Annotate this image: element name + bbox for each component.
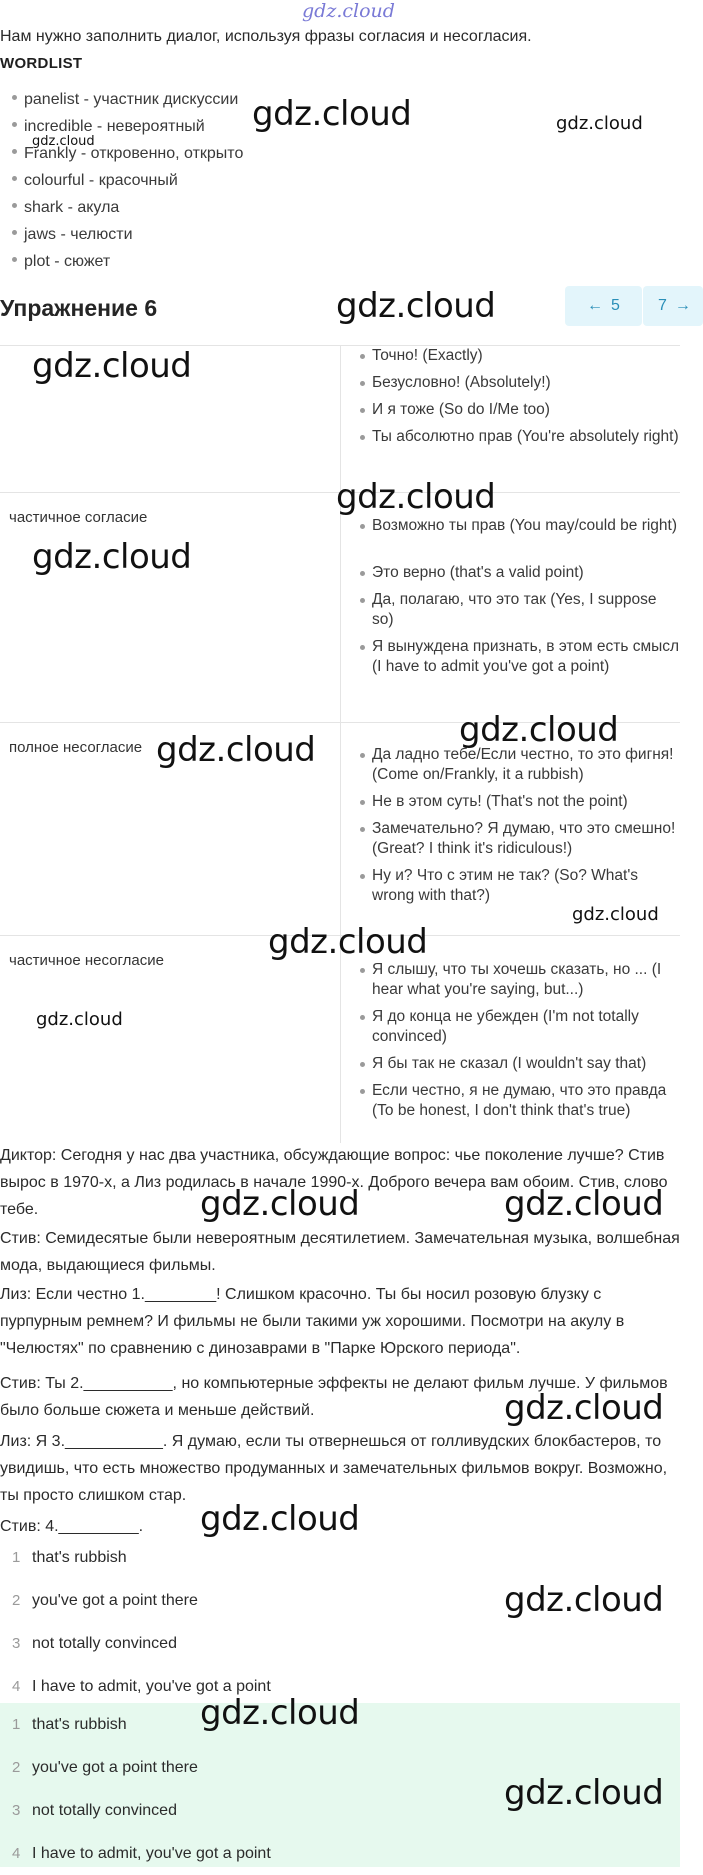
table-row [0,493,680,723]
watermark: gdz.cloud [32,346,192,386]
watermark: gdz.cloud [504,1388,664,1428]
dialog-line: Диктор: Сегодня у нас два участника, обсуждающие вопрос: чье поколение лучше? Стив вырос в 1970-х, а Лиз родилась в начале 1990-х. Доброго вечера вам обоим. Стив, слово тебе. [0,1147,668,1218]
wordlist-item: colourful - красочный [12,172,178,190]
watermark: gdz.cloud [252,94,412,134]
answer-text: you've got a point there [32,1758,198,1776]
wordlist-item: incredible - невероятный [12,118,205,136]
dialog-line: Лиз: Если честно 1.________! Слишком красочно. Ты бы носил розовую блузку с пурпурным ремнем? И фильмы не были такими уж хорошими. Посмотри на акулу в "Челюстях" по сравнению с динозаврами в "Парке Юрского периода". [0,1286,625,1357]
bullet-icon [12,176,17,181]
wordlist-item: Frankly - откровенно, открыто [12,145,243,163]
answer-number: 2 [12,1759,21,1776]
category-label: частичное несогласие [9,952,164,969]
phrase-item: Замечательно? Я думаю, что это смешно! (Great? I think it's ridiculous!) [360,819,680,859]
phrase-item: Я слышу, что ты хочешь сказать, но ... (I hear what you're saying, but...) [360,960,680,1000]
answer-text: not totally convinced [32,1801,177,1819]
watermark: gdz.cloud [459,710,619,750]
watermark: gdz.cloud [504,1184,664,1224]
wordlist-item: jaws - челюсти [12,226,133,244]
watermark: gdz.cloud [336,286,496,326]
option-text: I have to admit, you've got a point [32,1677,271,1695]
wordlist-item: panelist - участник дискуссии [12,91,238,109]
phrase-item: Безусловно! (Absolutely!) [360,373,680,393]
category-label: полное несогласие [9,739,143,756]
next-exercise-button[interactable] [643,286,703,326]
category-label: частичное согласие [9,509,148,526]
phrase-item: Я до конца не убежден (I'm not totally convinced) [360,1007,680,1047]
answer-text: I have to admit, you've got a point [32,1844,271,1862]
answer-number: 4 [12,1845,21,1862]
watermark: gdz.cloud [200,1693,360,1733]
wordlist-heading: WORDLIST [0,55,83,72]
option-text: that's rubbish [32,1548,127,1566]
answer-item [0,1832,680,1875]
watermark: gdz.cloud [556,113,643,134]
bullet-icon [12,95,17,100]
watermark: gdz.cloud [504,1580,664,1620]
dialog-line: Стив: 4._________. [0,1518,144,1535]
dialog-line: Лиз: Я 3.___________. Я думаю, если ты отвернешься от голливудских блокбастеров, то увидишь, что есть множество продуманных и замечательных фильмов вокруг. Возможно, ты просто слишком стар. [0,1433,668,1504]
watermark: gdz.cloud [200,1499,360,1539]
phrase-item: Не в этом суть! (That's not the point) [360,792,680,812]
phrase-item: Если честно, я не думаю, что это правда (To be honest, I don't think that's true) [360,1081,680,1121]
phrase-item: И я тоже (So do I/Me too) [360,400,680,420]
answer-number: 1 [12,1716,21,1733]
option-number: 3 [12,1635,21,1652]
option-number: 1 [12,1549,21,1566]
bullet-icon [12,257,17,262]
watermark: gdz.cloud [572,904,659,925]
watermark: gdz.cloud [32,537,192,577]
dialog-line: Стив: Ты 2.__________, но компьютерные эффекты не делают фильм лучше. У фильмов было больше сюжета и меньше действий. [0,1375,668,1419]
phrase-item: Точно! (Exactly) [360,346,680,366]
bullet-icon [12,230,17,235]
watermark: gdz.cloud [504,1773,664,1813]
phrase-item: Ты абсолютно прав (You're absolutely right) [360,427,680,447]
task-intro: Нам нужно заполнить диалог, используя фразы согласия и несогласия. [0,28,532,45]
option-text: you've got a point there [32,1591,198,1609]
phrase-item: Возможно ты прав (You may/could be right) [360,516,680,536]
bullet-icon [12,203,17,208]
watermark: gdz.cloud [32,134,95,149]
watermark: gdz.cloud [268,922,428,962]
watermark: gdz.cloud [200,1184,360,1224]
phrase-item: Это верно (that's a valid point) [360,563,680,583]
prev-exercise-number: 5 [611,297,620,314]
option-item[interactable] [0,1622,680,1665]
watermark: gdz.cloud [336,477,496,517]
watermark: gdz.cloud [156,730,316,770]
arrow-right-icon: → [674,297,691,314]
phrase-item: Ну и? Что с этим не так? (So? What's wrong with that?) [360,866,680,906]
bullet-icon [12,122,17,127]
phrase-item: Да ладно тебе/Если честно, то это фигня! (Come on/Frankly, it a rubbish) [360,745,680,785]
option-number: 4 [12,1678,21,1695]
site-logo[interactable]: gdz.cloud [302,0,395,22]
exercise-title: Упражнение 6 [0,295,158,321]
phrase-item: Я бы так не сказал (I wouldn't say that) [360,1054,680,1074]
answer-number: 3 [12,1802,21,1819]
prev-exercise-button[interactable] [565,286,642,326]
wordlist-item: plot - сюжет [12,253,110,271]
option-number: 2 [12,1592,21,1609]
option-item[interactable] [0,1536,680,1579]
arrow-left-icon: ← [587,297,604,314]
table-row [0,936,680,1143]
bullet-icon [12,149,17,154]
option-text: not totally convinced [32,1634,177,1652]
answer-text: that's rubbish [32,1715,127,1733]
wordlist-item: shark - акула [12,199,119,217]
watermark: gdz.cloud [36,1009,123,1030]
phrase-item: Я вынуждена признать, в этом есть смысл (I have to admit you've got a point) [360,637,680,677]
next-exercise-number: 7 [658,297,667,314]
dialog-line: Стив: Семидесятые были невероятным десятилетием. Замечательная музыка, волшебная мода, выдающиеся фильмы. [0,1230,680,1274]
phrase-item: Да, полагаю, что это так (Yes, I suppose so) [360,590,680,630]
